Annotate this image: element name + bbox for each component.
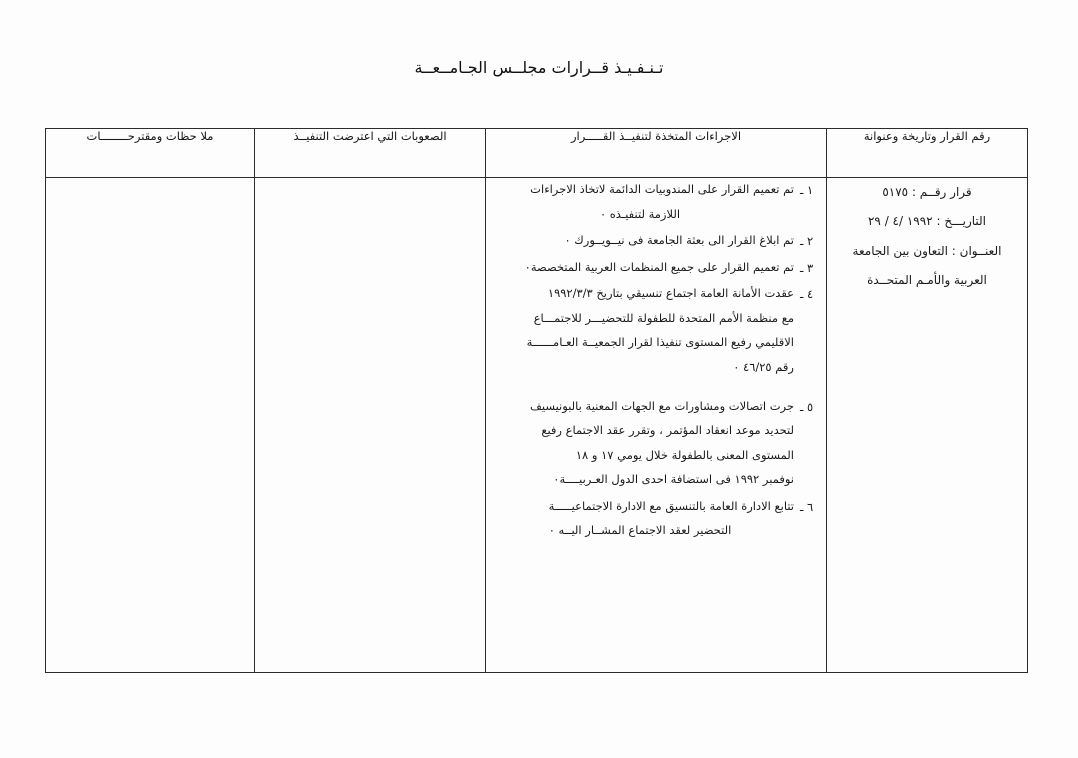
action-number: ٣ ـ [800,260,814,275]
action-number: ١ ـ [800,183,814,197]
action-line: رقم ٤٦/٢٥ ٠ [733,359,794,374]
action-line: تم ابلاغ القرار الى بعثة الجامعة فى نيــويــورك ٠ [564,233,794,248]
table-body [46,178,1028,673]
action-number: ٦ ـ [800,499,814,514]
action-text [486,229,798,254]
action-number: ٢ ـ [800,234,814,249]
action-line: عقدت الأمانة العامة اجتماع تنسيقي بتاريخ ١٩٩٢/٣/٣ [547,286,794,301]
action-text [486,178,798,227]
action-text [486,282,798,380]
table-header-row [46,129,1028,178]
decisions-table [45,128,1028,673]
action-number: ٤ ـ [800,287,814,302]
decision-subject-line-2: العربية والأمـم المتحــدة [867,273,987,288]
table-header [46,129,1028,178]
action-line: تتابع الادارة العامة بالتنسيق مع الادارة الاجتماعيـــــة [548,498,794,513]
action-text [486,495,798,544]
action-item [486,229,826,254]
column-header-difficulties: الصعوبات التي اعترضت التنفيــذ [255,129,486,178]
action-line: تم تعميم القرار على المندوبيات الدائمة لاتخاذ الاجراءات [530,182,794,196]
action-item [486,395,826,493]
action-item [486,282,826,380]
cell-decision-info [827,178,1028,673]
action-item [486,256,826,281]
cell-notes [46,178,255,673]
action-item [486,495,826,544]
action-item [486,178,826,227]
action-line: نوفمبر ١٩٩٢ فى استضافة احدى الدول العـربيــــة٠ [553,472,794,487]
action-line: اللازمة لتنفيـذه ٠ [599,206,681,221]
decision-date: التاريـــخ : ١٩٩٢ /٤ / ٢٩ [867,214,987,229]
decision-subject-line-1: العنــوان : التعاون بين الجامعة [852,243,1002,258]
action-number: ٥ ـ [800,399,814,414]
cell-difficulties [255,178,486,673]
action-line: مع منظمة الأمم المتحدة للطفولة للتحضيـــر للاجتمـــاع [533,310,794,325]
action-line: تم تعميم القرار على جميع المنظمات العربية المتخصصة٠ [524,259,794,274]
action-text [486,395,798,493]
page-title: تـنـفـيـذ قــرارات مجلــس الجـامــعــة [414,58,664,77]
column-header-decision: رقم القرار وتاريخة وعنوانة [827,129,1028,178]
cell-actions [486,178,827,673]
action-text [486,256,798,281]
column-header-actions: الاجراءات المتخذة لتنفيــذ القـــــرار [486,129,827,178]
action-line: لتحديد موعد انعقاد المؤتمر ، وتقرر عقد الاجتماع رفيع [541,423,794,438]
decision-number: قرار رقــم : ٥١٧٥ [882,185,972,199]
column-header-notes: ملا حظات ومقترحــــــــات [46,129,255,178]
action-line: التحضير لعقد الاجتماع المشــار اليــه ٠ [548,523,732,538]
action-line: المستوى المعنى بالطفولة خلال يومي ١٧ و ١٨ [575,447,794,462]
action-line: الاقليمي رفيع المستوى تنفيذا لقرار الجمعيــة العـامــــــة [526,335,794,350]
table-row [46,178,1028,673]
decisions-table-wrapper [50,128,1028,673]
action-line: جرت اتصالات ومشاورات مع الجهات المعنية بالبونيسيف [529,398,794,413]
